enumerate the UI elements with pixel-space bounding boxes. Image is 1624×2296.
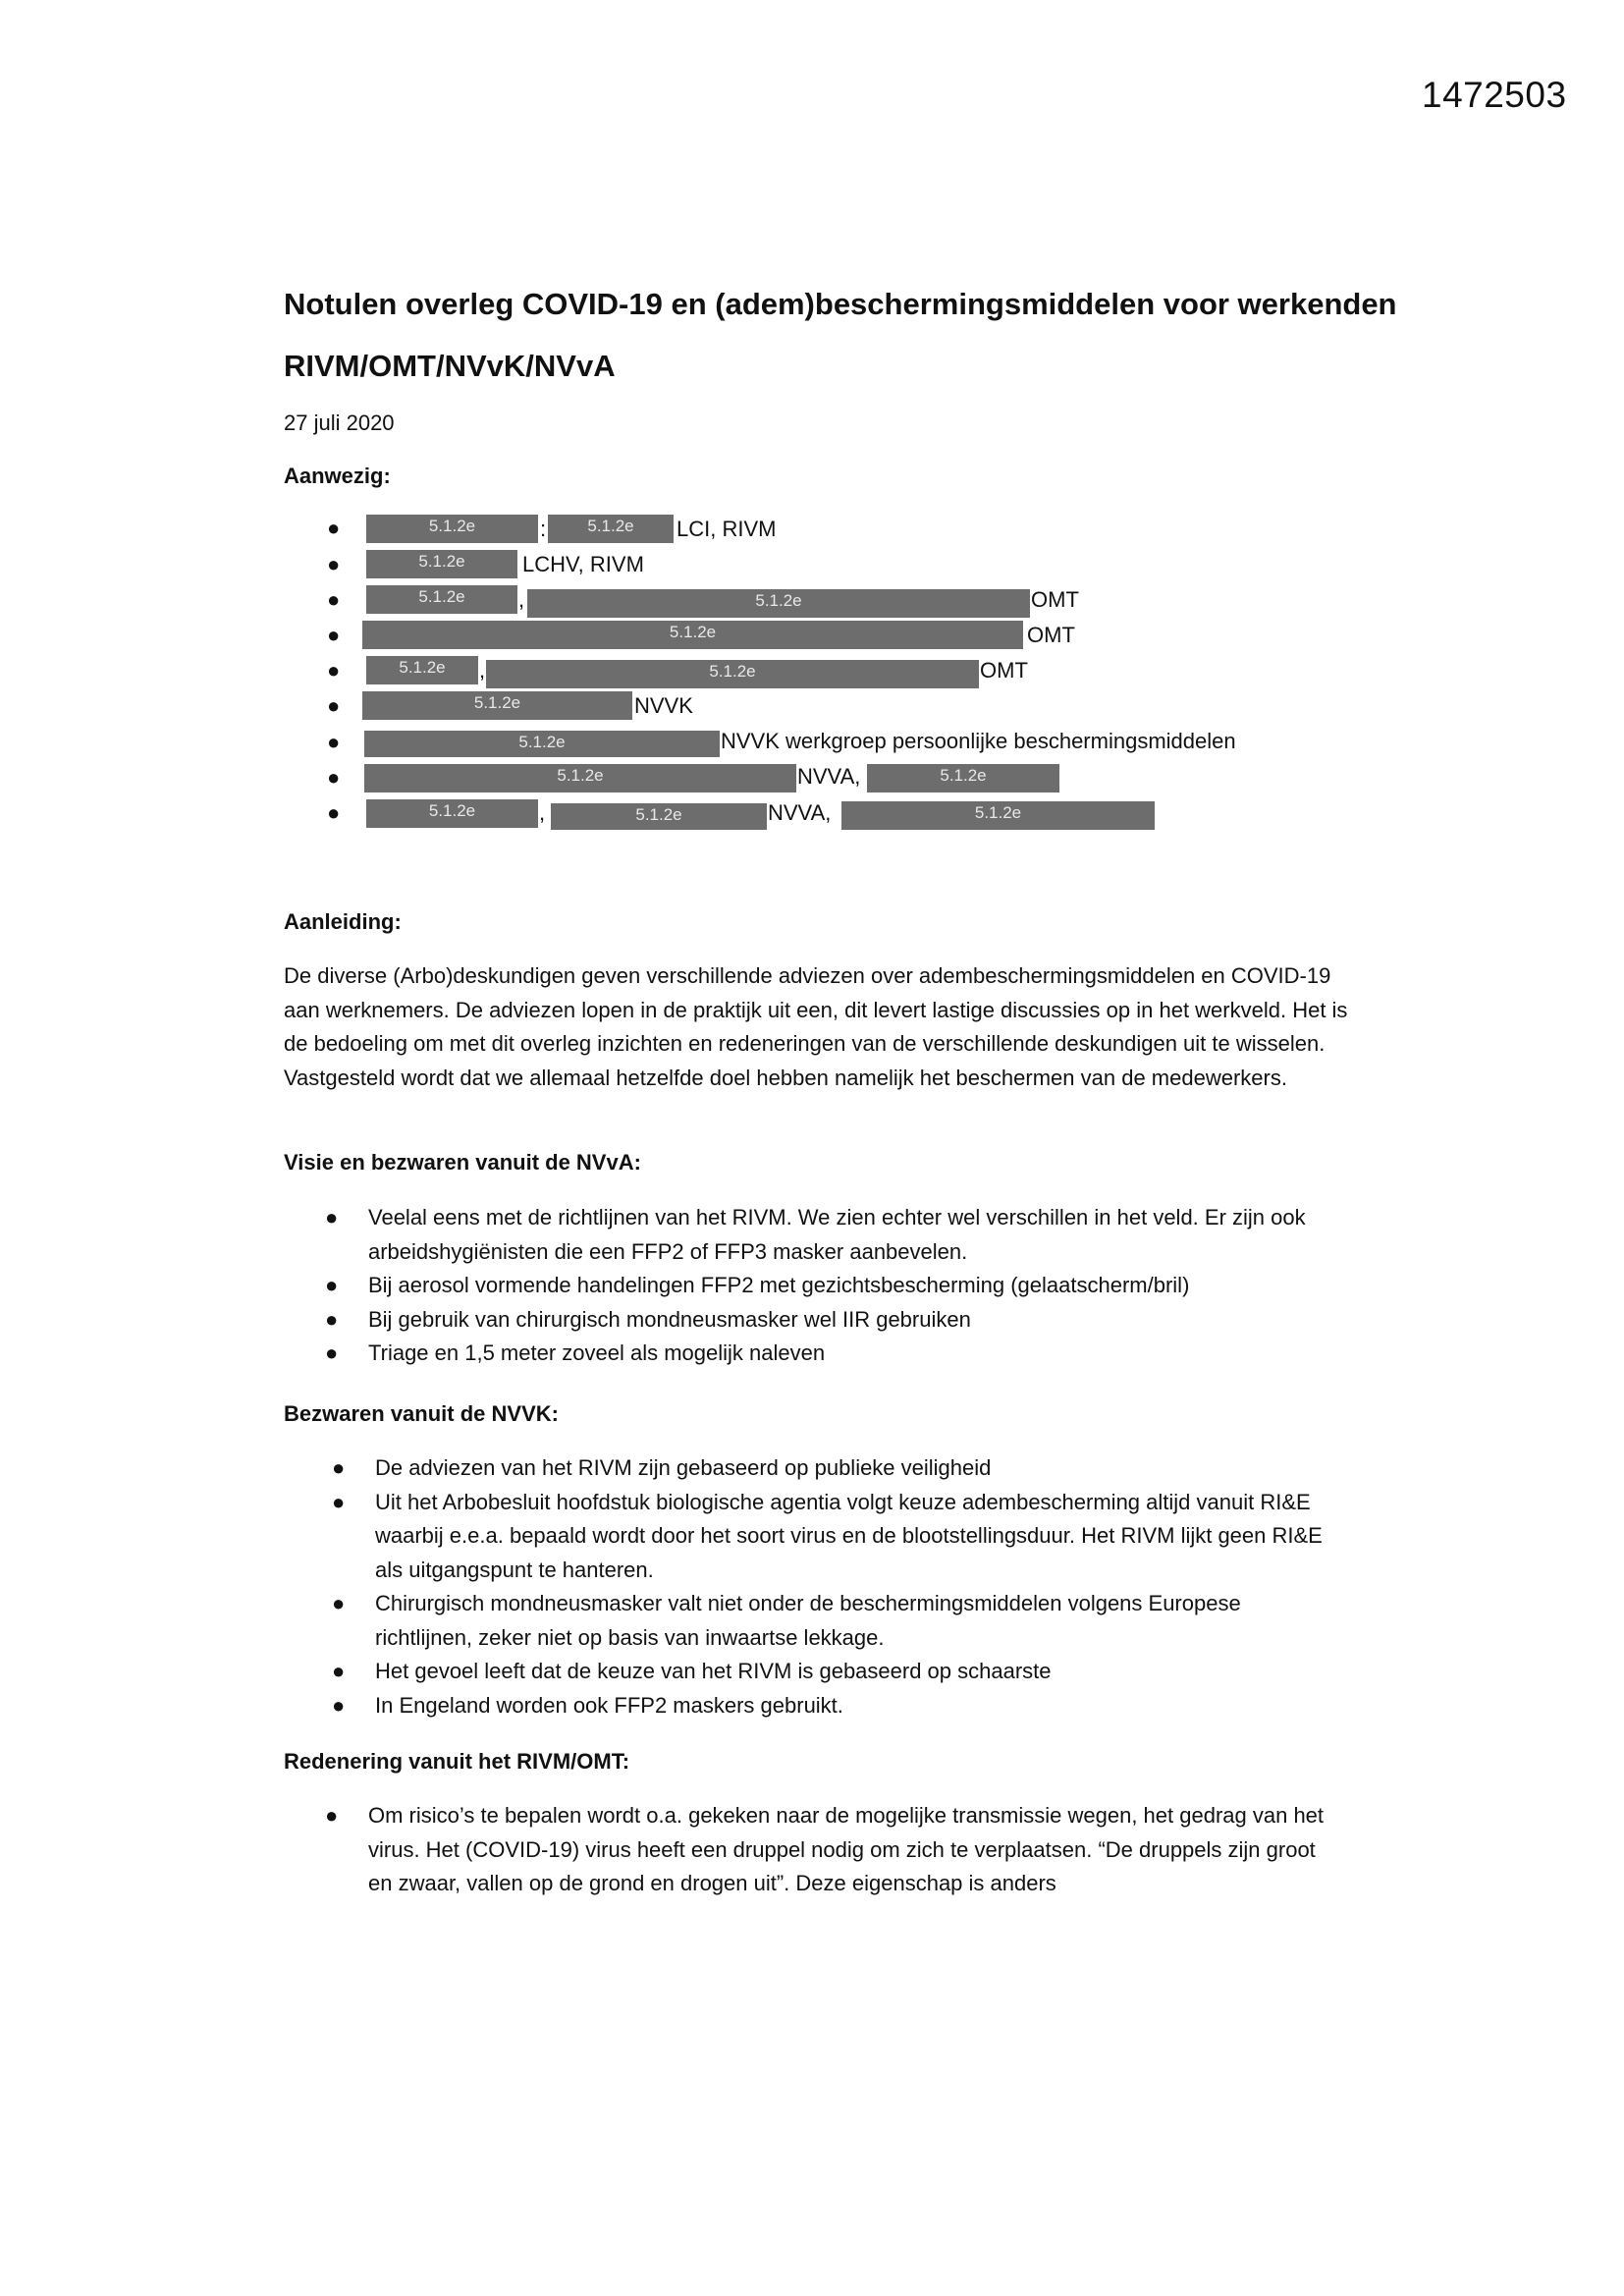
list-item: ● Chirurgisch mondneusmasker valt niet onder de beschermingsmiddelen volgens Europese richtlijnen, zeker niet op basis van inwaartse lekkage. <box>375 1587 1340 1655</box>
aanleiding-heading: Aanleiding: <box>284 909 402 934</box>
list-item: ● Bij aerosol vormende handelingen FFP2 met gezichtsbescherming (gelaatscherm/bril) <box>368 1269 1340 1303</box>
bullet-icon: ● <box>327 587 341 612</box>
separator: : <box>540 517 547 541</box>
bullet-icon: ● <box>327 800 341 825</box>
bullet-icon: ● <box>327 693 341 718</box>
rivm-heading: Redenering vanuit het RIVM/OMT: <box>284 1749 630 1774</box>
list-item: ● In Engeland worden ook FFP2 maskers gebruikt. <box>375 1689 1340 1723</box>
bullet-icon: ● <box>325 1306 339 1332</box>
bullet-icon: ● <box>327 730 341 754</box>
attendee-affiliation: NVVK werkgroep persoonlijke beschermingsmiddelen <box>721 729 1236 753</box>
attendance-heading: Aanwezig: <box>284 464 391 488</box>
page-subtitle: RIVM/OMT/NVvK/NVvA <box>284 349 616 383</box>
attendee-affiliation: OMT <box>980 658 1028 683</box>
redaction-block: 5.1.2e <box>364 764 796 793</box>
page-title: Notulen overleg COVID-19 en (adem)beschermingsmiddelen voor werkenden <box>284 287 1397 321</box>
attendee-affiliation: LCI, RIVM <box>677 517 777 541</box>
nvvk-heading: Bezwaren vanuit de NVVK: <box>284 1401 559 1426</box>
redaction-block: 5.1.2e <box>551 803 767 830</box>
list-item: ● Veelal eens met de richtlijnen van het RIVM. We zien echter wel verschillen in het veld. Er zijn ook arbeidshygiënisten die een FFP2 of FFP3 masker aanbevelen. <box>368 1201 1340 1269</box>
bullet-icon: ● <box>325 1205 339 1230</box>
bullet-icon: ● <box>332 1591 346 1615</box>
separator: , <box>479 658 486 683</box>
rivm-list <box>325 1799 1345 1901</box>
bullet-icon: ● <box>325 1273 339 1297</box>
document-number: 1472503 <box>1422 75 1567 115</box>
redaction-block: 5.1.2e <box>527 589 1030 618</box>
nvva-heading: Visie en bezwaren vanuit de NVvA: <box>284 1150 641 1175</box>
bullet-icon: ● <box>332 1455 346 1480</box>
redaction-block: 5.1.2e <box>362 691 632 720</box>
list-item: ● Uit het Arbobesluit hoofdstuk biologische agentia volgt keuze adembescherming altijd vanuit RI&E waarbij e.e.a. bepaald wordt door het soort virus en de blootstellingsduur. Het RIVM lijkt geen RI&E als uitgangspunt te hanteren. <box>375 1486 1340 1588</box>
bullet-icon: ● <box>327 516 341 540</box>
redaction-block: 5.1.2e <box>867 764 1059 793</box>
attendee-affiliation: NVVA, <box>797 764 861 789</box>
redaction-block: 5.1.2e <box>486 660 979 688</box>
separator: , <box>539 800 546 825</box>
list-item: ● Bij gebruik van chirurgisch mondneusmasker wel IIR gebruiken <box>368 1303 1340 1338</box>
bullet-icon: ● <box>332 1489 346 1514</box>
nvvk-list <box>332 1451 1340 1722</box>
bullet-icon: ● <box>332 1692 346 1718</box>
attendee-affiliation: NVVK <box>634 693 693 718</box>
redaction-block: 5.1.2e <box>362 621 1023 649</box>
attendee-affiliation: OMT <box>1027 623 1075 647</box>
bullet-icon: ● <box>327 552 341 576</box>
redaction-block: 5.1.2e <box>366 550 517 578</box>
nvva-list <box>325 1201 1340 1371</box>
list-item: ● De adviezen van het RIVM zijn gebaseerd op publieke veiligheid <box>375 1451 1340 1486</box>
list-item: ● Triage en 1,5 meter zoveel als mogelijk naleven <box>368 1337 1340 1371</box>
bullet-icon: ● <box>327 623 341 647</box>
bullet-icon: ● <box>325 1340 339 1365</box>
attendee-affiliation: OMT <box>1031 587 1079 612</box>
redaction-block: 5.1.2e <box>366 656 478 684</box>
redaction-block: 5.1.2e <box>366 799 538 828</box>
bullet-icon: ● <box>325 1803 339 1828</box>
redaction-block: 5.1.2e <box>548 515 674 543</box>
attendee-affiliation: NVVA, <box>768 800 832 825</box>
list-item: ● Om risico’s te bepalen wordt o.a. gekeken naar de mogelijke transmissie wegen, het gedrag van het virus. Het (COVID-19) virus heeft een druppel nodig om zich te verplaatsen. “De druppels zijn groot en zwaar, vallen op de grond en drogen uit”. Deze eigenschap is anders <box>368 1799 1345 1901</box>
redaction-block: 5.1.2e <box>364 731 720 757</box>
redaction-block: 5.1.2e <box>366 515 538 543</box>
separator: , <box>518 587 525 612</box>
attendee-affiliation: LCHV, RIVM <box>522 552 644 576</box>
list-item: ● Het gevoel leeft dat de keuze van het RIVM is gebaseerd op schaarste <box>375 1655 1340 1689</box>
bullet-icon: ● <box>327 765 341 790</box>
redaction-block: 5.1.2e <box>841 801 1155 830</box>
bullet-icon: ● <box>327 658 341 683</box>
redaction-block: 5.1.2e <box>366 585 517 614</box>
meeting-date: 27 juli 2020 <box>284 410 395 435</box>
aanleiding-text: De diverse (Arbo)deskundigen geven verschillende adviezen over adembeschermingsmiddelen en COVID-19 aan werknemers. De adviezen lopen in de praktijk uit een, dit levert lastige discussies op in het werkveld. Het is de bedoeling om met dit overleg inzichten en redeneringen van de verschillende deskundigen uit te wisselen. Vastgesteld wordt dat we allemaal hetzelfde doel hebben namelijk het beschermen van de medewerkers. <box>284 963 1348 1090</box>
bullet-icon: ● <box>332 1659 346 1683</box>
